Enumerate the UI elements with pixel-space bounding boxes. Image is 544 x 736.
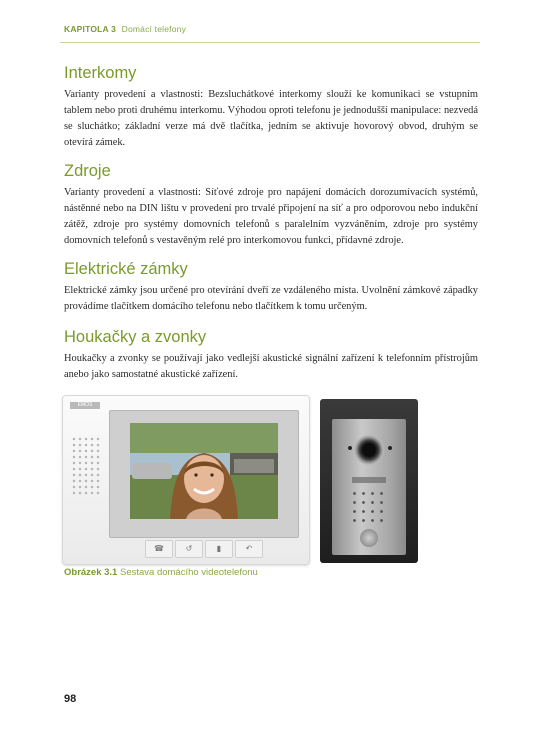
heading-houkacky: Houkačky a zvonky [64,328,207,346]
heading-elektricke-zamky: Elektrické zámky [64,260,188,278]
paragraph-elektricke-zamky: Elektrické zámky jsou určené pro otevírání dveří ze vzdáleného místa. Uvolnění zámkové západky provádíme tlačítkem domácího telefonu nebo tlačítkem k tomu určeným. [64,285,478,312]
monitor-buttons [145,540,263,558]
name-plate [352,477,386,483]
figure-caption [64,567,258,578]
unlock-icon: ▮ [205,540,233,558]
heading-interkomy: Interkomy [64,64,137,82]
screen-image [130,423,278,519]
outdoor-plate [332,419,406,555]
header-rule [60,42,480,43]
speaker-holes [350,489,388,525]
indoor-monitor [62,395,310,565]
return-icon: ↶ [235,540,263,558]
paragraph-interkomy: Varianty provedení a vlastnosti: Bezsluchátkové interkomy slouží ke komunikaci se vstupním tablem nebo proti druhému interkomu. Výhodou oproti telefonu je jednodušší manipulace: nezvedá se sluchátko; základní verze má dvě tlačítka, jedním se aktivuje hovorový obvod, druhým se otevírá zámek. [64,89,478,148]
monitor-screen [109,410,299,538]
call-button-icon [360,529,378,547]
monitor-icon: ↺ [175,540,203,558]
ir-led-right [388,446,392,450]
ir-led-left [348,446,352,450]
caption-label: Obrázek 3.1 [64,567,118,578]
outdoor-panel [320,399,418,563]
paragraph-houkacky: Houkačky a zvonky se používají jako vedlejší akustické signální zařízení k telefonním přístrojům anebo jako samostatné akustické zařízení. [64,353,478,380]
visitor-photo [130,423,278,519]
speaker-grille [71,436,101,496]
chapter-label: KAPITOLA 3 [64,24,117,34]
running-header [64,24,186,34]
heading-zdroje: Zdroje [64,162,111,180]
page-number: 98 [64,693,77,705]
videophone-figure [62,395,420,565]
chapter-title: Domácí telefony [121,24,187,34]
camera-icon [354,435,384,465]
talk-icon: ☎ [145,540,173,558]
paragraph-zdroje: Varianty provedení a vlastnosti: Síťové zdroje pro napájení domácích dorozumívacích systémů, nástěnné nebo na DIN lištu v provedení pro trvalé připojení na síť a pro odporovou nebo indukční zátěž, zdroje pro systémy domovních telefonů s paralelním vyzváněním, zdroje pro systémy domovních telefonů s vestavěným relé pro interkomovou funkci, přídavné zdroje. [64,187,478,246]
brand-logo: EMOS [70,402,100,409]
caption-text: Sestava domácího videotelefonu [119,567,258,578]
